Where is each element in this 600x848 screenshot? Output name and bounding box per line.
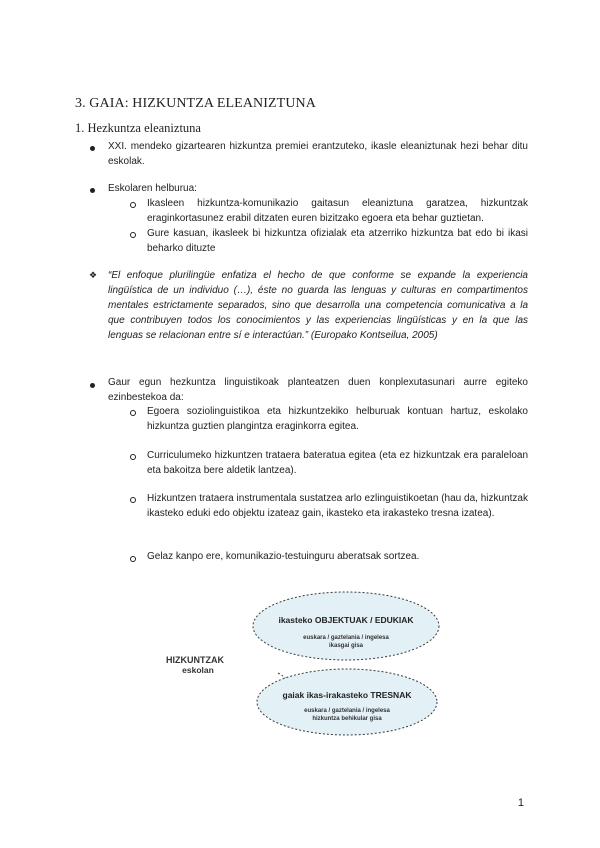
center-label-1: HIZKUNTZAK <box>166 655 224 665</box>
bottom-ellipse <box>257 669 437 735</box>
page-number: 1 <box>517 797 524 809</box>
bottom-title: gaiak ikas-irakasteko TRESNAK <box>282 690 412 700</box>
top-title: ikasteko OBJEKTUAK / EDUKIAK <box>278 615 414 625</box>
sub-bullet-item: Hizkuntzen trataera instrumentala sustatzea arlo ezlinguistikoetan (hau da, hizkuntzak ikasteko eduki edo objektu izateaz gain, ikasteko eta irakasteko tresna izatea). <box>147 493 528 519</box>
sub-bullet-circle <box>130 232 136 238</box>
page-title: 3. GAIA: HIZKUNTZA ELEANIZTUNA <box>75 96 316 111</box>
sub-bullet-circle <box>130 454 136 460</box>
sub-bullet-circle <box>130 202 136 208</box>
quote-text: “El enfoque plurilingüe enfatiza el hecho de que conforme se expande la experiencia lingüística de un individuo (…), éste no guarda las lenguas y culturas en compartimentos mentales estrictamente separados, sino que desarrolla una competencia comunicativa a la que contribuyen todos los conocimientos y las experiencias lingüísticas y en la que las lenguas se relacionan entre sí e interactúan.” (Europako Kontseilua, 2005) <box>108 270 528 341</box>
languages-diagram <box>150 585 470 765</box>
sub-bullet-circle <box>130 497 136 503</box>
bullet-dot <box>90 146 95 151</box>
bullet-dot <box>90 188 95 193</box>
sub-bullet-circle <box>130 410 136 416</box>
diamond-bullet-icon: ❖ <box>89 270 98 280</box>
center-label-2: eskolan <box>182 665 214 675</box>
sub-bullet-item: Curriculumeko hizkuntzen trataera bateratua egitea (eta ez hizkuntzak era paraleloan eta bakoitza bere aldetik lantzea). <box>147 450 528 476</box>
section-title: 1. Hezkuntza eleaniztuna <box>75 121 201 135</box>
top-ellipse <box>253 592 439 660</box>
bottom-subtitle-1: euskara / gaztelania / ingelesa <box>304 708 390 714</box>
bottom-subtitle-2: hizkuntza behikular gisa <box>312 716 382 722</box>
top-subtitle-2: ikasgai gisa <box>328 643 364 649</box>
sub-bullet-circle <box>130 556 136 562</box>
sub-bullet-item: Egoera soziolinguistikoa eta hizkuntzekiko helburuak kontuan hartuz, eskolako hizkuntza guztien plangintza eraginkorra egitea. <box>147 406 528 432</box>
sub-bullet-item: Gure kasuan, ikasleek bi hizkuntza ofizialak eta atzerriko hizkuntza bat edo bi ikasi beharko dituzte <box>147 228 528 254</box>
sub-bullet-item: Gelaz kanpo ere, komunikazio-testuinguru aberatsak sortzea. <box>147 551 420 562</box>
bullet-item: Gaur egun hezkuntza linguistikoak planteatzen duen konplexutasunari aurre egiteko ezinbestekoa da: <box>108 377 528 403</box>
sub-bullet-item: Ikasleen hizkuntza-komunikazio gaitasun eleaniztuna garatzea, hizkuntzak eraginkortasunez erabil ditzaten euren bizitzako egoera eta behar guztietan. <box>147 198 528 224</box>
bullet-item: XXI. mendeko gizartearen hizkuntza premiei erantzuteko, ikasle eleaniztunak hezi behar ditu eskolak. <box>108 141 528 167</box>
top-subtitle-1: euskara / gaztelania / ingelesa <box>303 635 389 641</box>
bullet-item: Eskolaren helburua: <box>108 183 197 194</box>
bullet-dot <box>90 383 95 388</box>
